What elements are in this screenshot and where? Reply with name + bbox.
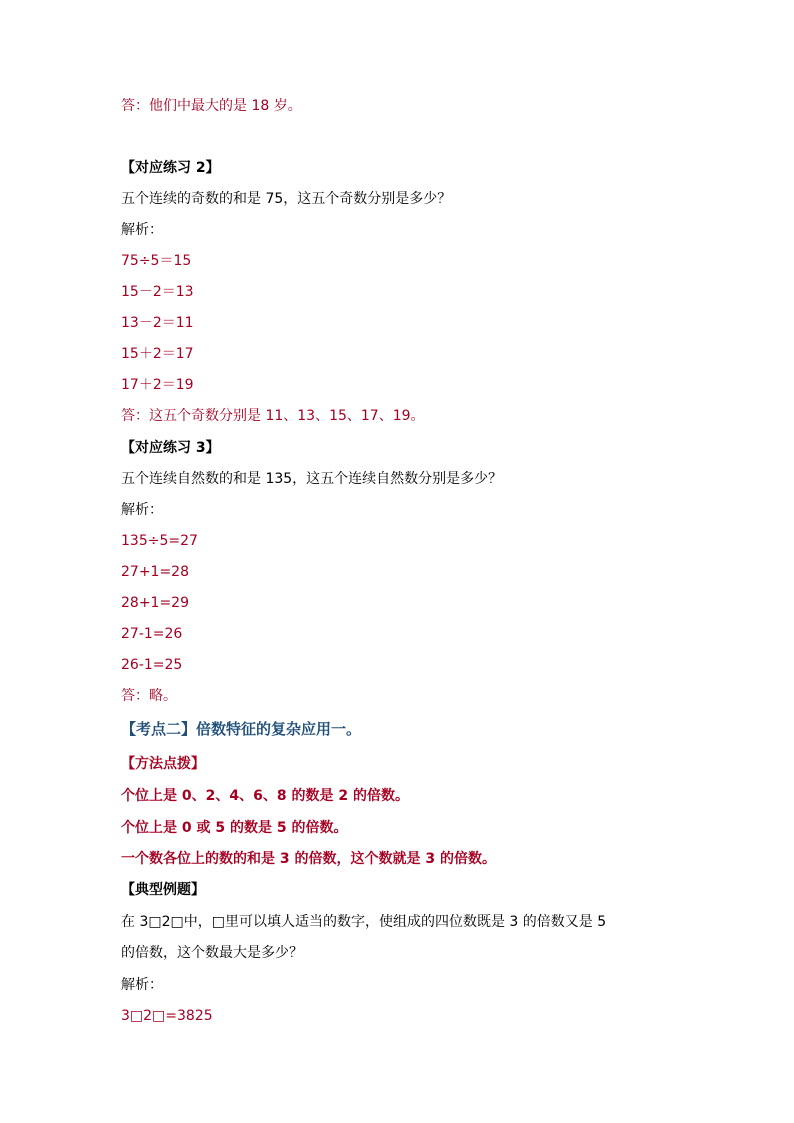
practice-3-title: 【对应练习 3】 xyxy=(121,440,220,456)
practice-3-question: 五个连续自然数的和是 135，这五个连续自然数分别是多少？ xyxy=(121,471,503,487)
practice-3-step: 135÷5=27 xyxy=(121,533,198,549)
practice-2-title: 【对应练习 2】 xyxy=(121,160,220,176)
example-question-line2: 的倍数，这个数最大是多少？ xyxy=(121,945,303,961)
practice-2-step: 75÷5＝15 xyxy=(121,253,192,269)
example-title: 【典型例题】 xyxy=(121,882,205,898)
practice-2-step: 13－2＝11 xyxy=(121,315,194,331)
example-question-line1: 在 3□2□中，□里可以填人适当的数字，使组成的四位数既是 3 的倍数又是 5 xyxy=(121,914,607,930)
practice-2-step: 17＋2＝19 xyxy=(121,377,194,393)
practice-3-step: 28+1=29 xyxy=(121,595,189,611)
answer-line: 答：他们中最大的是 18 岁。 xyxy=(121,98,302,114)
practice-3-step: 27+1=28 xyxy=(121,564,189,580)
rule-line: 一个数各位上的数的和是 3 的倍数，这个数就是 3 的倍数。 xyxy=(121,851,496,867)
method-title: 【方法点拨】 xyxy=(121,756,205,772)
practice-2-step: 15－2＝13 xyxy=(121,284,194,300)
practice-3-step: 26-1=25 xyxy=(121,657,183,673)
example-analysis-label: 解析： xyxy=(121,977,163,993)
practice-3-step: 27-1=26 xyxy=(121,626,183,642)
practice-3-analysis-label: 解析： xyxy=(121,502,163,518)
example-step: 3□2□=3825 xyxy=(121,1008,213,1024)
practice-2-analysis-label: 解析： xyxy=(121,222,163,238)
rule-line: 个位上是 0、2、4、6、8 的数是 2 的倍数。 xyxy=(121,788,409,804)
rule-line: 个位上是 0 或 5 的数是 5 的倍数。 xyxy=(121,820,348,836)
practice-2-question: 五个连续的奇数的和是 75，这五个奇数分别是多少？ xyxy=(121,191,452,207)
section-2-title: 【考点二】倍数特征的复杂应用一。 xyxy=(121,720,362,738)
practice-3-answer: 答：略。 xyxy=(121,688,177,704)
practice-2-step: 15＋2＝17 xyxy=(121,346,194,362)
practice-2-answer: 答：这五个奇数分别是 11、13、15、17、19。 xyxy=(121,408,425,424)
